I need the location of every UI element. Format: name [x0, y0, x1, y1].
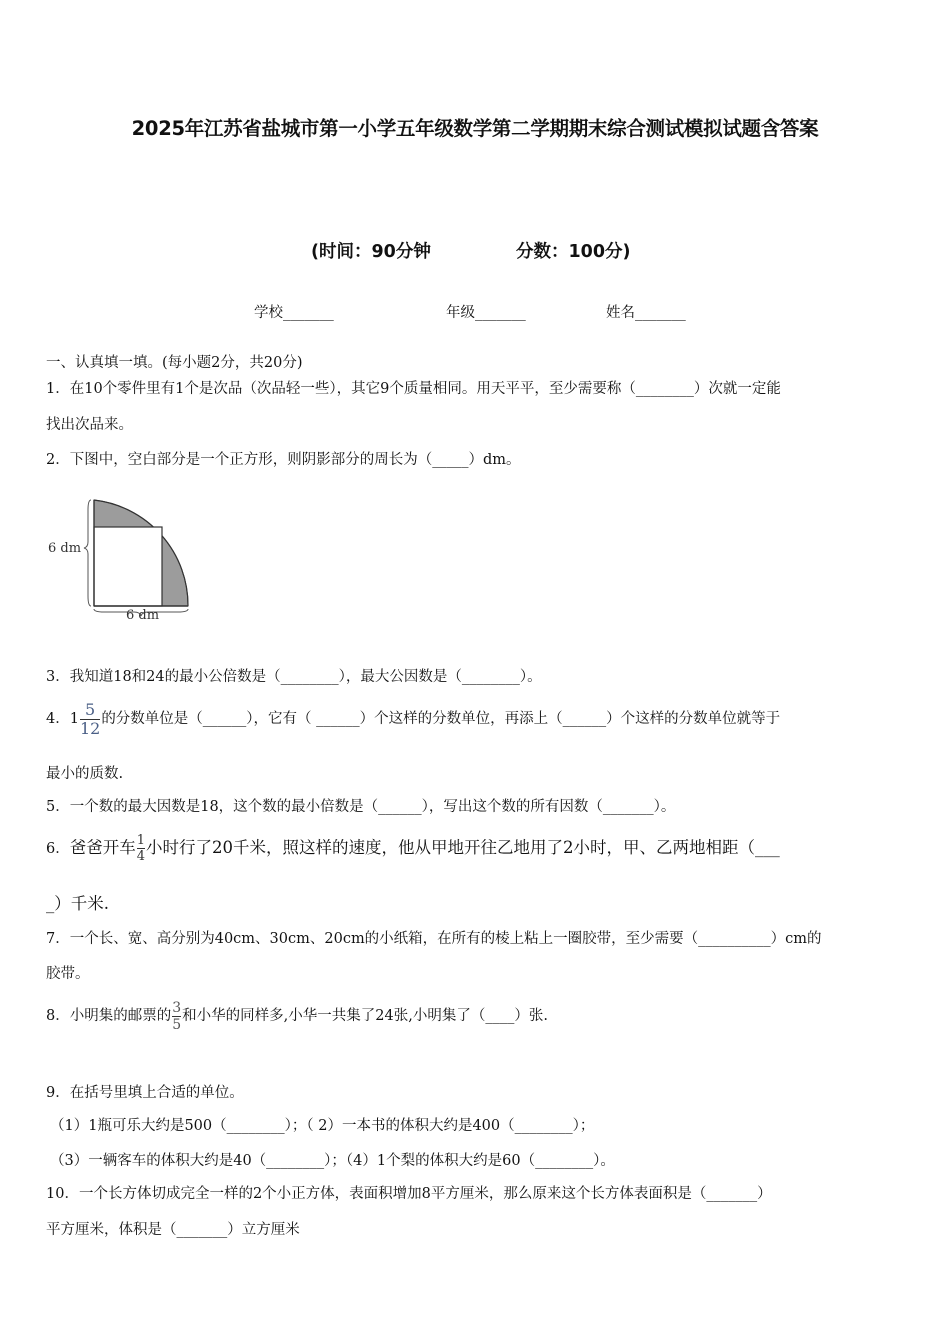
question-4-line2: 最小的质数. — [46, 766, 124, 782]
grade-field: 年级_______ — [446, 305, 526, 321]
exam-score: 分数：100分) — [516, 242, 631, 262]
fraction-1-4 — [137, 834, 145, 863]
question-10-line1: 10．一个长方体切成完全一样的2个小正方体，表面积增加8平方厘米，那么原来这个长方体表面积是（_______） — [46, 1186, 772, 1202]
left-dimension-label: 6 dm — [48, 541, 82, 556]
question-6-line2: _）千米. — [46, 894, 109, 913]
question-3: 3．我知道18和24的最小公倍数是（________），最大公因数是（________）。 — [46, 669, 542, 685]
question-7-line1: 7．一个长、宽、高分别为40cm、30cm、20cm的小纸箱，在所有的棱上粘上一圈胶带，至少需要（__________）cm的 — [46, 931, 822, 947]
fraction-denominator: 12 — [79, 718, 101, 738]
question-10-line2: 平方厘米，体积是（_______）立方厘米 — [46, 1222, 300, 1238]
bottom-dimension-label: 6 dm — [126, 608, 160, 623]
question-6-after: 小时行了20千米，照这样的速度，他从甲地开往乙地用了2小时，甲、乙两地相距（___ — [146, 838, 780, 857]
exam-time: (时间：90分钟 — [311, 242, 431, 262]
fraction-numerator: 3 — [172, 999, 182, 1016]
question-6-number: 6． — [46, 841, 70, 857]
question-9: 9．在括号里填上合适的单位。 — [46, 1085, 244, 1101]
question-1-line2: 找出次品来。 — [46, 417, 133, 433]
question-1-line1: 1．在10个零件里有1个是次品（次品轻一些），其它9个质量相同。用天平平，至少需要称（________）次就一定能 — [46, 381, 781, 397]
fraction-5-12 — [79, 699, 101, 738]
question-6-line1 — [46, 826, 780, 871]
fraction-3-5 — [172, 1001, 181, 1032]
question-9-row2: （3）一辆客车的体积大约是40（________）；（4）1个梨的体积大约是60（________）。 — [50, 1153, 615, 1169]
blank-square — [94, 527, 162, 606]
question-8 — [46, 994, 548, 1038]
quarter-circle-figure — [40, 490, 200, 630]
question-5: 5．一个数的最大因数是18，这个数的最小倍数是（______），写出这个数的所有因数（_______）。 — [46, 799, 676, 815]
school-field: 学校_______ — [254, 305, 334, 321]
question-6-before: 爸爸开车 — [69, 838, 136, 857]
question-8-prefix: 8．小明集的邮票的 — [46, 1008, 172, 1024]
fraction-denominator: 5 — [172, 1016, 182, 1033]
question-2: 2．下图中，空白部分是一个正方形，则阴影部分的周长为（_____）dm。 — [46, 452, 521, 468]
fraction-denominator: 4 — [136, 849, 146, 864]
question-4-rest: 的分数单位是（______），它有（ ______）个这样的分数单位，再添上（______）个这样的分数单位就等于 — [101, 711, 781, 727]
page-title: 2025年江苏省盐城市第一小学五年级数学第二学期期末综合测试模拟试题含答案 — [131, 117, 819, 140]
fraction-numerator: 5 — [85, 699, 96, 719]
name-field: 姓名_______ — [606, 305, 686, 321]
fraction-numerator: 1 — [136, 833, 146, 848]
question-9-row1: （1）1瓶可乐大约是500（________）；（ 2）一本书的体积大约是400（________）； — [50, 1118, 595, 1134]
question-4-line1 — [46, 700, 780, 738]
question-7-line2: 胶带。 — [46, 966, 90, 982]
question-4-prefix: 4．1 — [46, 711, 79, 727]
section-heading: 一、认真填一填。(每小题2分，共20分) — [46, 355, 303, 371]
question-8-rest: 和小华的同样多,小华一共集了24张,小明集了（____）张. — [182, 1008, 548, 1024]
